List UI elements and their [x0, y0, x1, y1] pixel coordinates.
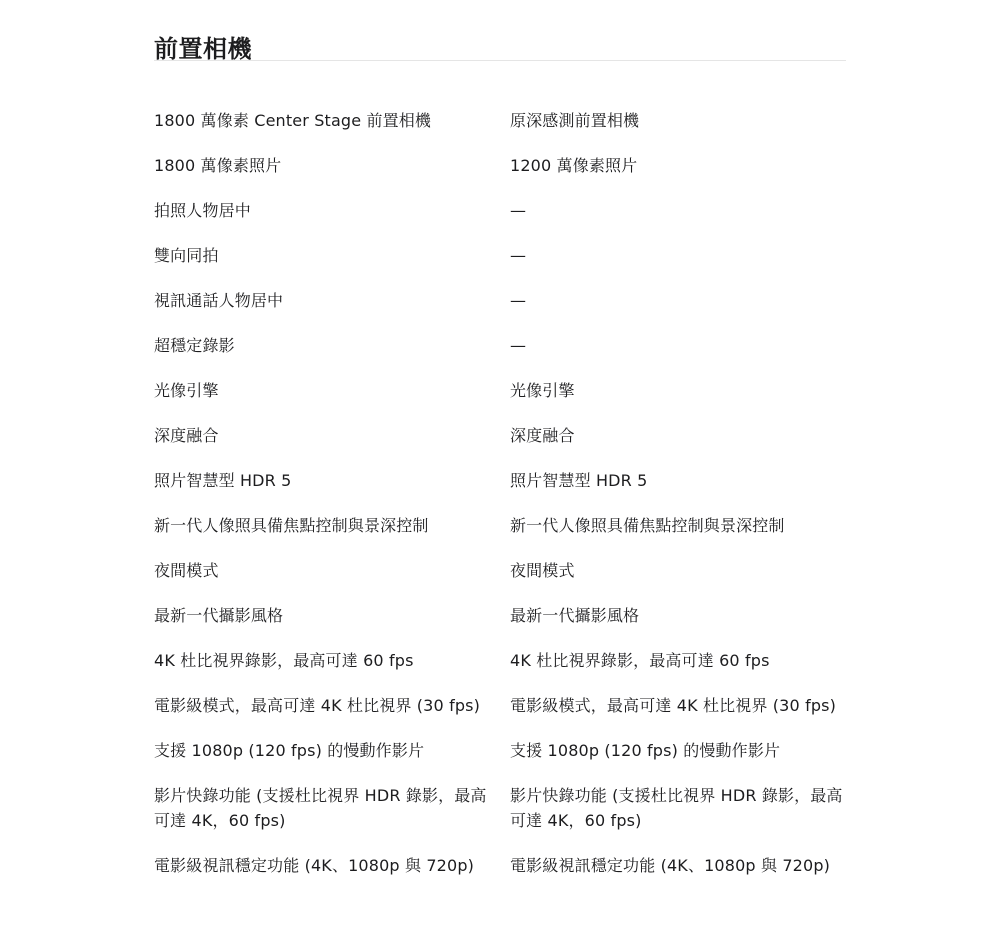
spec-item-left: 超穩定錄影 — [154, 336, 235, 355]
spec-item-left: 夜間模式 — [154, 561, 219, 580]
spec-item-right: — — [510, 336, 527, 355]
spec-item-left: 光像引擎 — [154, 381, 219, 400]
spec-item-right: 電影級模式，最高可達 4K 杜比視界 (30 fps) — [510, 696, 837, 715]
spec-item-right: 1200 萬像素照片 — [510, 156, 638, 175]
spec-item-right: — — [510, 291, 527, 310]
spec-item-left: 深度融合 — [154, 426, 219, 445]
spec-item-left: 雙向同拍 — [154, 246, 219, 265]
spec-item-right: 原深感測前置相機 — [510, 111, 640, 130]
spec-item-right: 夜間模式 — [510, 561, 575, 580]
spec-item-right: 照片智慧型 HDR 5 — [510, 471, 648, 490]
spec-item-left: 1800 萬像素照片 — [154, 156, 282, 175]
spec-item-right: 支援 1080p (120 fps) 的慢動作影片 — [510, 741, 781, 760]
spec-item-right: 4K 杜比視界錄影，最高可達 60 fps — [510, 651, 770, 670]
spec-item-right: 影片快錄功能 (支援杜比視界 HDR 錄影，最高可達 4K，60 fps) — [510, 786, 843, 830]
spec-item-left: 視訊通話人物居中 — [154, 291, 284, 310]
section-title: 前置相機 — [154, 35, 252, 63]
spec-item-right: 電影級視訊穩定功能 (4K、1080p 與 720p) — [510, 856, 831, 875]
spec-item-left: 支援 1080p (120 fps) 的慢動作影片 — [154, 741, 425, 760]
spec-item-left: 4K 杜比視界錄影，最高可達 60 fps — [154, 651, 414, 670]
spec-item-right: 光像引擎 — [510, 381, 575, 400]
spec-item-left: 最新一代攝影風格 — [154, 606, 284, 625]
spec-item-right: 深度融合 — [510, 426, 575, 445]
spec-item-left: 照片智慧型 HDR 5 — [154, 471, 292, 490]
spec-item-left: 新一代人像照具備焦點控制與景深控制 — [154, 516, 429, 535]
spec-item-right: — — [510, 201, 527, 220]
spec-item-left: 電影級模式，最高可達 4K 杜比視界 (30 fps) — [154, 696, 481, 715]
spec-item-left: 電影級視訊穩定功能 (4K、1080p 與 720p) — [154, 856, 475, 875]
spec-comparison-table — [154, 61, 846, 898]
spec-item-right: — — [510, 246, 527, 265]
spec-item-left: 拍照人物居中 — [154, 201, 251, 220]
spec-item-left: 影片快錄功能 (支援杜比視界 HDR 錄影，最高可達 4K，60 fps) — [154, 786, 487, 830]
spec-item-left: 1800 萬像素 Center Stage 前置相機 — [154, 111, 432, 130]
front-camera-section — [154, 0, 846, 898]
spec-item-right: 最新一代攝影風格 — [510, 606, 640, 625]
spec-item-right: 新一代人像照具備焦點控制與景深控制 — [510, 516, 785, 535]
